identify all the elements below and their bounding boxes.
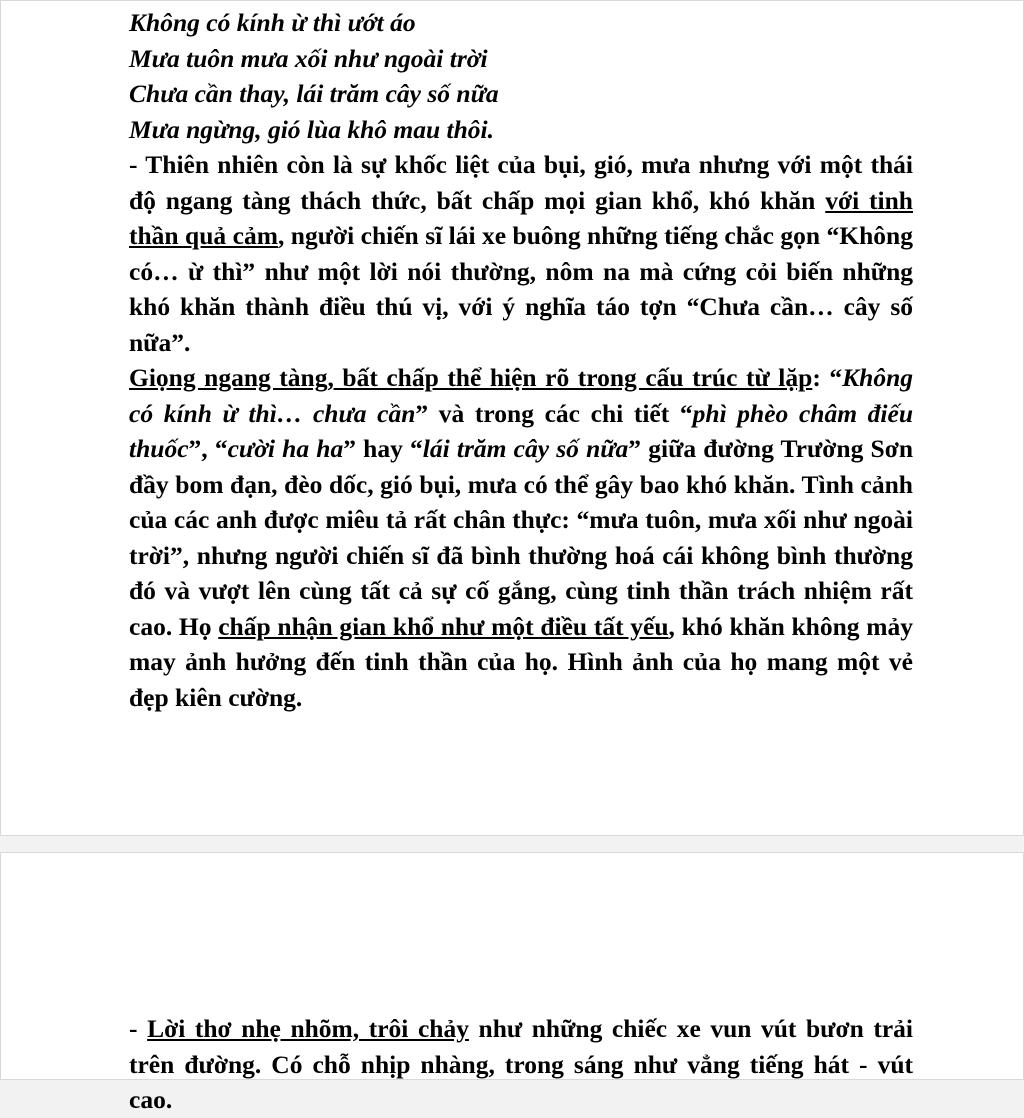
verse-block [129, 1, 913, 147]
italic-run: Không có kính ừ thì… chưa cần [129, 363, 913, 428]
verse-line: Mưa ngừng, gió lùa khô mau thôi. [129, 114, 494, 144]
text-run: - Thiên nhiên còn là sự khốc liệt của bụi, gió, mưa nhưng với một thái độ ngang tàng thách thức, bất chấp mọi gian khổ, khó khăn [129, 150, 913, 215]
italic-run: cười ha ha [227, 434, 344, 463]
text-run: , khó khăn không mảy may ảnh hưởng đến tinh thần của họ. Hình ảnh của họ mang một vẻ đẹp kiên cường. [129, 611, 913, 712]
text-run: ”, “ [188, 434, 228, 463]
verse-line: Chưa cần thay, lái trăm cây số nữa [129, 79, 499, 108]
verse-line: Không có kính ừ thì ướt áo [129, 8, 416, 37]
body-paragraph [129, 147, 913, 360]
text-run: như những chiếc xe vun vút bươn trải trên đường. Có chỗ nhịp nhàng, trong sáng như vẳng tiếng hát - vút cao. [129, 1014, 913, 1114]
text-run: - [129, 1014, 148, 1043]
text-run: : “ [812, 363, 843, 392]
body-paragraph [129, 360, 913, 715]
italic-run: phì phèo châm điếu thuốc [129, 398, 914, 463]
page-2-content [129, 853, 913, 1118]
italic-run: lái trăm cây số nữa [422, 434, 629, 463]
text-run: ” hay “ [343, 434, 423, 463]
underlined-run: với tinh thần quả cảm [129, 185, 913, 250]
text-run: , người chiến sĩ lái xe buông những tiếng chắc gọn “Không có… ừ thì” như một lời nói thường, nôm na mà cứng cỏi biến những khó khăn thành điều thú vị, với ý nghĩa táo tợn “Chưa cần… cây số nữa”. [129, 221, 913, 357]
body-paragraph [129, 1011, 913, 1118]
text-run: ” và trong các chi tiết “ [415, 398, 693, 428]
underlined-run: Giọng ngang tàng, bất chấp thể hiện rõ trong cấu trúc từ lặp [129, 363, 813, 392]
underlined-run: Lời thơ nhẹ nhõm, trôi chảy [147, 1014, 469, 1043]
underlined-run: chấp nhận gian khổ như một điều tất yếu [218, 611, 669, 641]
page-separator [0, 836, 1024, 852]
text-run: ” giữa đường Trường Sơn đầy bom đạn, đèo dốc, gió bụi, mưa có thể gây bao khó khăn. Tình cảnh của các anh được miêu tả rất chân thực: “mưa tuôn, mưa xối như ngoài trời”, nhưng người chiến sĩ đã bình thường hoá cái không bình thường đó và vượt lên cùng tất cả sự cố gắng, cùng tinh thần trách nhiệm rất cao. Họ [129, 434, 914, 641]
document-page-2 [0, 852, 1024, 1114]
verse-line: Mưa tuôn mưa xối như ngoài trời [129, 43, 488, 73]
